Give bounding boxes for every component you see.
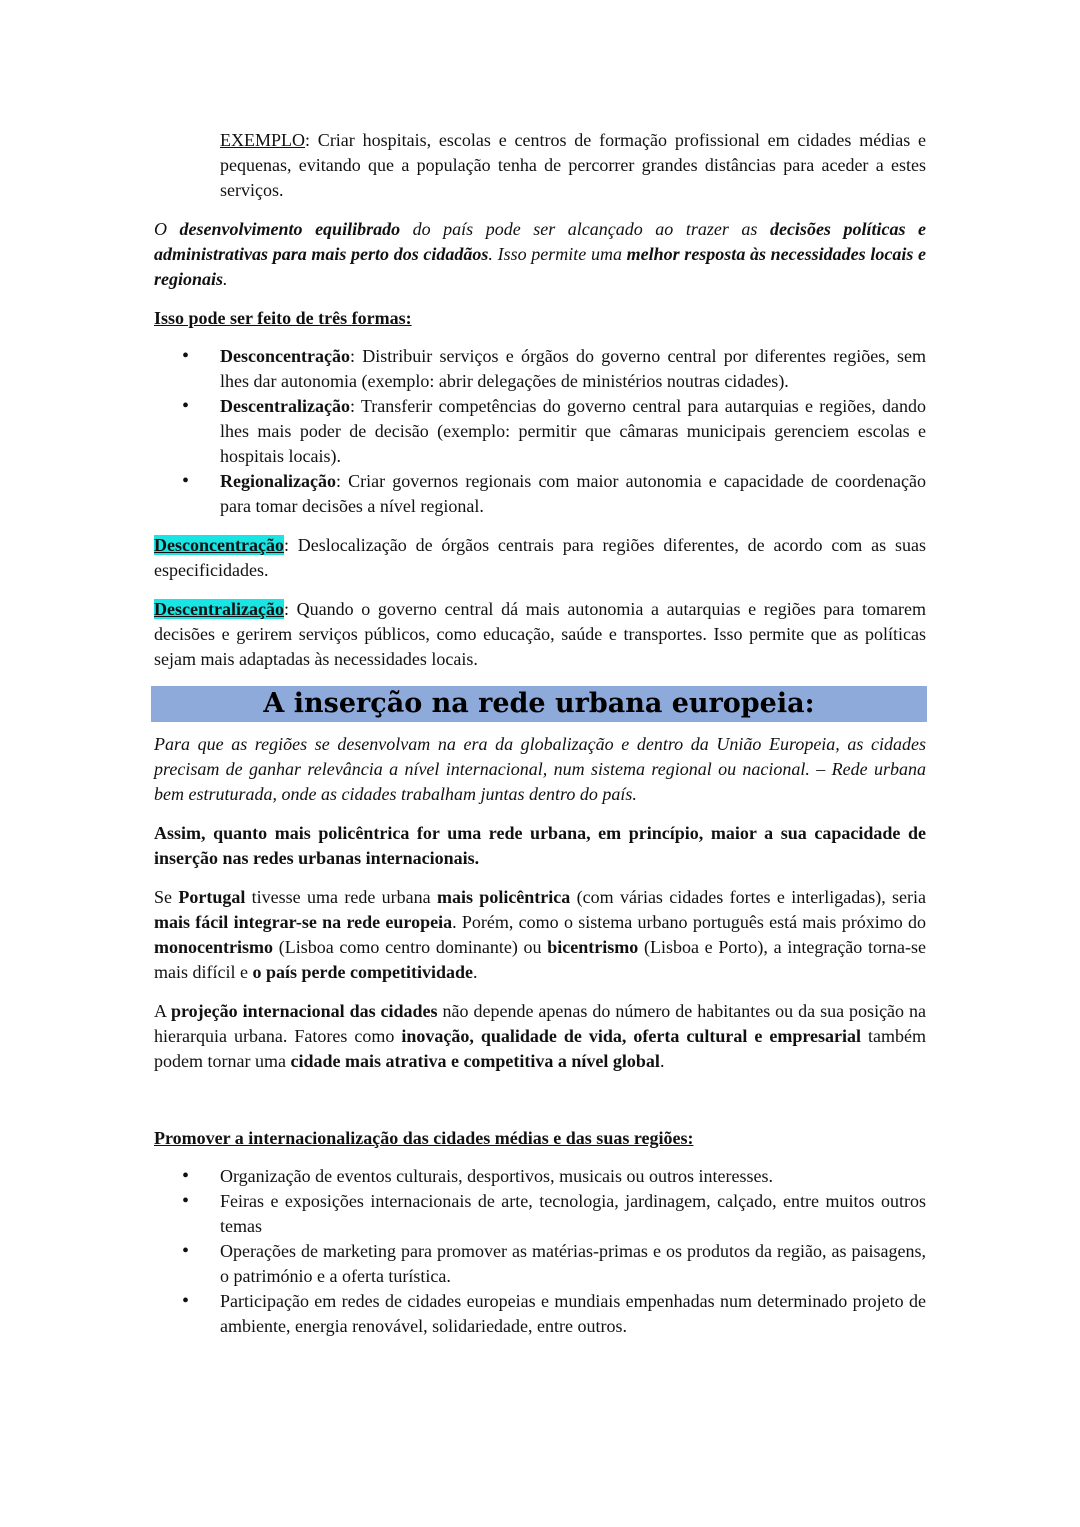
- list-item: [154, 394, 926, 469]
- promote-list: [154, 1164, 926, 1339]
- paragraph-text: .: [659, 1051, 665, 1071]
- paragraph-text: Se: [154, 887, 179, 907]
- intro-text: . Isso permite uma: [488, 244, 627, 264]
- paragraph-text: . Porém, como o sistema urbano português está mais próximo do: [452, 912, 926, 932]
- list-item: • Organização de eventos culturais, desportivos, musicais ou outros interesses.: [154, 1164, 926, 1189]
- list-item: [154, 469, 926, 519]
- intro-text: .: [223, 269, 228, 289]
- list-item-text: : Transferir competências do governo central para autarquias e regiões, dando lhes mais poder de decisão (exemplo: permitir que câmaras municipais gerenciem escolas e hospitais locais).: [220, 396, 926, 466]
- paragraph-text: (Lisboa como centro dominante) ou: [272, 937, 548, 957]
- paragraph-bold: mais policêntrica: [436, 887, 571, 907]
- list-item-term: Descentralização: [220, 396, 350, 416]
- definition-desconcentracao: [154, 533, 926, 583]
- paragraph-bold: projeção internacional das cidades: [170, 1001, 438, 1021]
- paragraph-text: A: [154, 1001, 171, 1021]
- paragraph-text: também podem tornar uma: [154, 1026, 926, 1071]
- paragraph-text: .: [472, 962, 478, 982]
- intro-bold: decisões políticas e administrativas para mais perto dos cidadãos: [154, 219, 927, 264]
- example-label: EXEMPLO: [220, 130, 305, 150]
- paragraph-bold: inovação, qualidade de vida, oferta cultural e empresarial: [401, 1026, 861, 1046]
- document-content: [154, 128, 926, 1339]
- paragraph-bold: cidade mais atrativa e competitiva a nível global: [290, 1051, 660, 1071]
- highlighted-term: Descentralização: [154, 599, 284, 619]
- promote-heading-text: Promover a internacionalização das cidades médias e das suas regiões:: [154, 1128, 694, 1148]
- forms-heading-text: Isso pode ser feito de três formas:: [154, 308, 412, 328]
- forms-heading: [154, 306, 926, 331]
- intro-text: O: [154, 219, 180, 239]
- bold-statement: Assim, quanto mais policêntrica for uma rede urbana, em princípio, maior a sua capacidade de inserção nas redes urbanas internacionais.: [154, 823, 926, 868]
- list-item: [154, 344, 926, 394]
- list-item: • Feiras e exposições internacionais de arte, tecnologia, jardinagem, calçado, entre muitos outros temas: [154, 1189, 926, 1239]
- list-item-text: : Criar governos regionais com maior autonomia e capacidade de coordenação para tomar decisões a nível regional.: [220, 471, 926, 516]
- intro-bold: melhor resposta às necessidades locais e regionais: [154, 244, 926, 289]
- paragraph-bold: bicentrismo: [547, 937, 639, 957]
- intro-paragraph: [154, 217, 926, 292]
- forms-list: [154, 344, 926, 519]
- example-paragraph: [220, 128, 926, 203]
- list-item: • Participação em redes de cidades europeias e mundiais empenhadas num determinado projeto de ambiente, energia renovável, solidariedade, entre outros.: [154, 1289, 926, 1339]
- paragraph-bold: Portugal: [178, 887, 246, 907]
- definition-text: : Deslocalização de órgãos centrais para regiões diferentes, de acordo com as suas especificidades.: [154, 535, 926, 580]
- paragraph-bold: monocentrismo: [154, 937, 273, 957]
- example-text: : Criar hospitais, escolas e centros de formação profissional em cidades médias e pequenas, evitando que a população tenha de percorrer grandes distâncias para aceder a estes serviços.: [220, 130, 926, 200]
- list-item: • Operações de marketing para promover as matérias-primas e os produtos da região, as paisagens, o património e a oferta turística.: [154, 1239, 926, 1289]
- definition-text: : Quando o governo central dá mais autonomia a autarquias e regiões para tomarem decisões e gerirem serviços públicos, como educação, saúde e transportes. Isso permite que as políticas sejam mais adaptadas às necessidades locais.: [154, 599, 926, 669]
- highlighted-term: Desconcentração: [154, 535, 284, 555]
- list-item-term: Desconcentração: [220, 346, 350, 366]
- paragraph-text: tivesse uma rede urbana: [245, 887, 437, 907]
- promote-heading: [154, 1126, 926, 1151]
- section-intro: Para que as regiões se desenvolvam na era da globalização e dentro da União Europeia, as cidades precisam de ganhar relevância a nível internacional, num sistema regional ou nacional. – Rede urbana bem estruturada, onde as cidades trabalham juntas dentro do país.: [154, 734, 926, 804]
- intro-text: do país pode ser alcançado ao trazer as: [400, 219, 770, 239]
- paragraph-bold: mais fácil integrar-se na rede europeia: [154, 912, 453, 932]
- projection-paragraph: [154, 999, 926, 1074]
- paragraph-bold: o país perde competitividade: [252, 962, 473, 982]
- paragraph-text: não depende apenas do número de habitantes ou da sua posição na hierarquia urbana. Fatores como: [154, 1001, 926, 1046]
- portugal-paragraph: [154, 885, 926, 985]
- section-title-banner: A inserção na rede urbana europeia:: [151, 686, 927, 722]
- intro-bold: desenvolvimento equilibrado: [179, 219, 401, 239]
- paragraph-text: (com várias cidades fortes e interligadas), seria: [570, 887, 927, 907]
- paragraph-text: (Lisboa e Porto), a integração torna-se mais difícil e: [154, 937, 926, 982]
- list-item-text: : Distribuir serviços e órgãos do governo central por diferentes regiões, sem lhes dar autonomia (exemplo: abrir delegações de ministérios noutras cidades).: [220, 346, 926, 391]
- definition-descentralizacao: [154, 597, 926, 672]
- list-item-term: Regionalização: [220, 471, 336, 491]
